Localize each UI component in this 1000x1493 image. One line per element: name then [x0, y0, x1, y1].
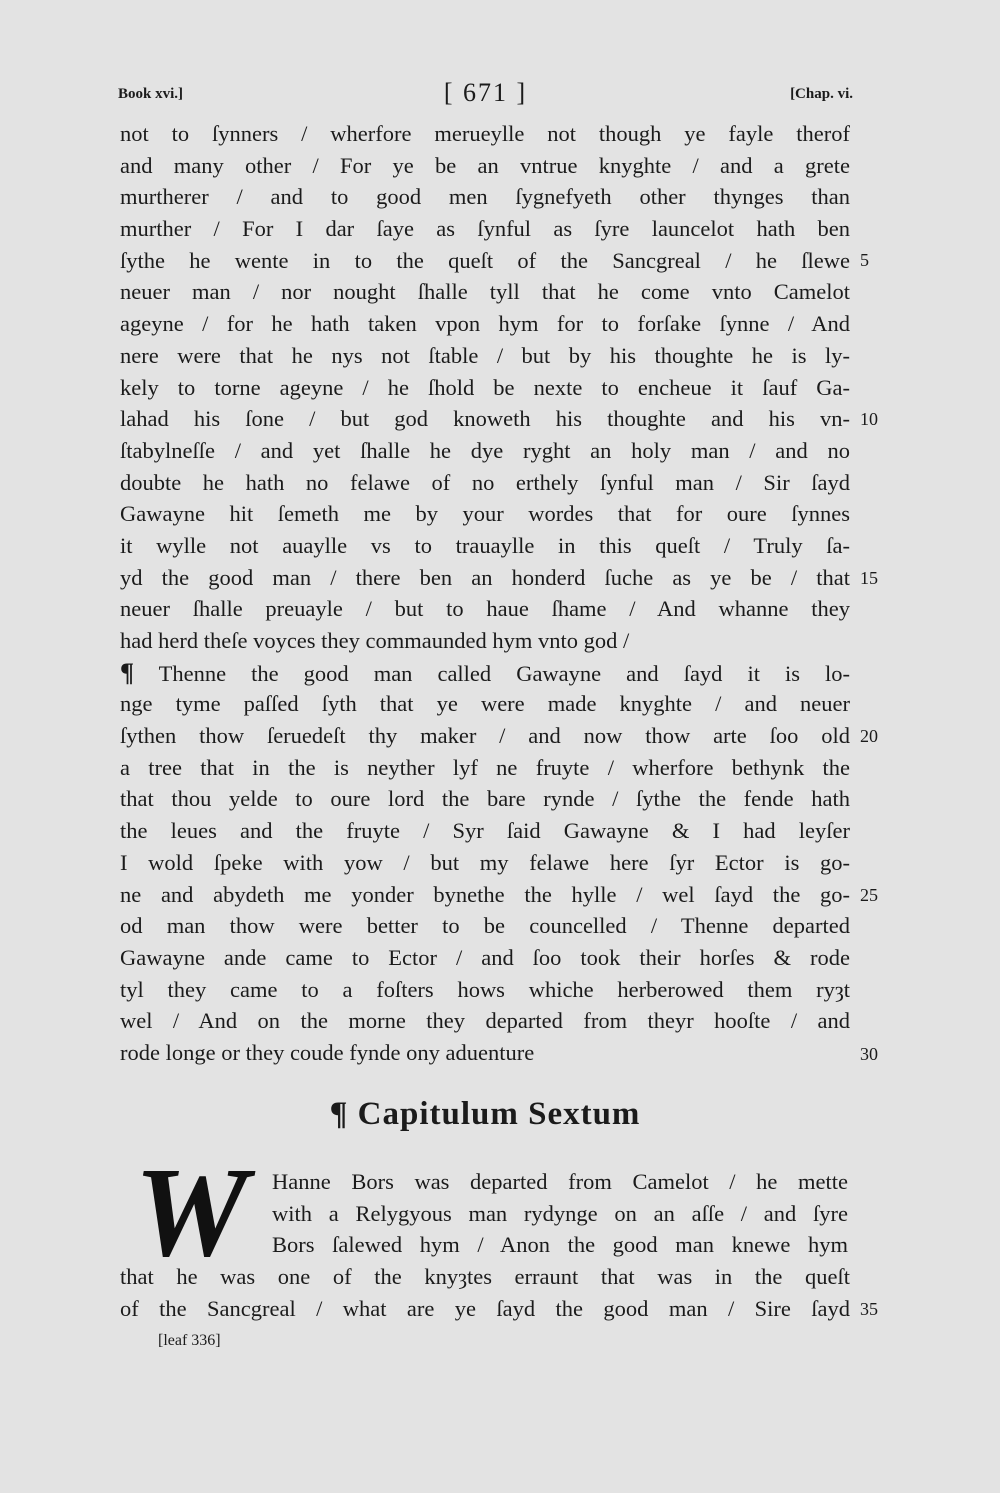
body-text	[120, 118, 850, 1069]
text-line: I wold ſpeke with yow / but my felawe here ſyr Ector is go-	[120, 849, 850, 875]
page-number: [ 671 ]	[443, 78, 528, 107]
text-line: wel / And on the morne they departed from theyr hooſte / and	[120, 1008, 850, 1034]
text-line: ne and abydeth me yonder bynethe the hylle / wel ſayd the go-	[120, 881, 850, 907]
pilcrow-icon: ¶	[120, 657, 135, 687]
text-line: nge tyme paſſed ſyth that ye were made knyghte / and neuer	[120, 691, 850, 717]
text-line: tyl they came to a foſters hows whiche herberowed them ryȝt	[120, 976, 850, 1002]
text-line: with a Relygyous man rydynge on an aſſe / and ſyre	[272, 1200, 848, 1226]
text-line: yd the good man / there ben an honderd ſuche as ye be / that	[120, 564, 850, 590]
text-line: that he was one of the knyȝtes erraunt that was in the queſt	[120, 1264, 850, 1289]
text-line: had herd theſe voyces they commaunded hym vnto god /	[120, 628, 630, 653]
text-line: the leues and the fruyte / Syr ſaid Gawayne & I had leyſer	[120, 818, 850, 844]
text-line: Thenne the good man called Gawayne and ſayd it is lo-	[158, 660, 851, 686]
text-line: Hanne Bors was departed from Camelot / he mette	[272, 1169, 848, 1194]
running-head-book: Book xvi.]	[118, 86, 184, 102]
leaf-sidenote: [leaf 336]	[158, 1332, 221, 1349]
line-number: 35	[860, 1299, 878, 1319]
chapter-heading: ¶ Capitulum Sextum	[329, 1096, 641, 1132]
line-number: 10	[860, 409, 878, 429]
text-line: doubte he hath no felawe of no erthely ſynful man / Sir ſayd	[120, 469, 850, 495]
text-line: lahad his ſone / but god knoweth his thoughte and his vn-	[120, 406, 850, 432]
running-head-chapter: [Chap. vi.	[790, 86, 853, 102]
text-line: kely to torne ageyne / he ſhold be nexte to encheue it ſauf Ga-	[120, 374, 850, 400]
line-number: 15	[860, 568, 878, 588]
text-line-with-pilcrow	[120, 657, 850, 689]
line-number: 5	[860, 250, 869, 270]
text-line: that thou yelde to oure lord the bare rynde / ſythe the fende hath	[120, 786, 850, 812]
text-line: and many other / For ye be an vntrue knyghte / and a grete	[120, 152, 850, 178]
line-number: 20	[860, 726, 878, 746]
text-line: nere were that he nys not ſtable / but by his thoughte he is ly-	[120, 342, 850, 368]
text-line: not to ſynners / wherfore merueylle not though ye fayle therof	[120, 121, 850, 146]
text-line: od man thow were better to be councelled / Thenne departed	[120, 913, 850, 939]
line-number: 25	[860, 885, 878, 905]
decorated-initial: W	[134, 1160, 248, 1264]
text-line: ſythen thow ſeruedeſt thy maker / and now thow arte ſoo old	[120, 723, 850, 749]
running-head	[118, 78, 853, 114]
chapter-opening-text	[272, 1166, 848, 1261]
text-line: it wylle not auaylle vs to trauaylle in this queſt / Truly ſa-	[120, 532, 850, 558]
text-line: ageyne / for he hath taken vpon hym for to forſake ſynne / And	[120, 311, 850, 337]
text-line: murther / For I dar ſaye as ſynful as ſyre launcelot hath ben	[120, 216, 850, 242]
text-line: Bors ſalewed hym / Anon the good man knewe hym	[272, 1232, 848, 1258]
text-line: neuer ſhalle preuayle / but to haue ſhame / And whanne they	[120, 596, 850, 622]
text-line: of the Sancgreal / what are ye ſayd the good man / Sire ſayd	[120, 1295, 850, 1321]
chapter-body-text	[120, 1261, 850, 1324]
text-line: ſtabylneſſe / and yet ſhalle he dye ryght an holy man / and no	[120, 437, 850, 463]
text-line: rode longe or they coude fynde ony aduenture	[120, 1039, 535, 1065]
line-number: 30	[860, 1044, 878, 1064]
text-line: neuer man / nor nought ſhalle tyll that he come vnto Camelot	[120, 279, 850, 305]
text-line: Gawayne ande came to Ector / and ſoo took their horſes & rode	[120, 944, 850, 970]
text-line: murtherer / and to good men ſygnefyeth other thynges than	[120, 184, 850, 210]
text-line: a tree that in the is neyther lyf ne fruyte / wherfore bethynk the	[120, 754, 850, 780]
text-line: Gawayne hit ſemeth me by your wordes that for oure ſynnes	[120, 501, 850, 527]
text-line: ſythe he wente in to the queſt of the Sancgreal / he ſlewe	[120, 247, 850, 273]
